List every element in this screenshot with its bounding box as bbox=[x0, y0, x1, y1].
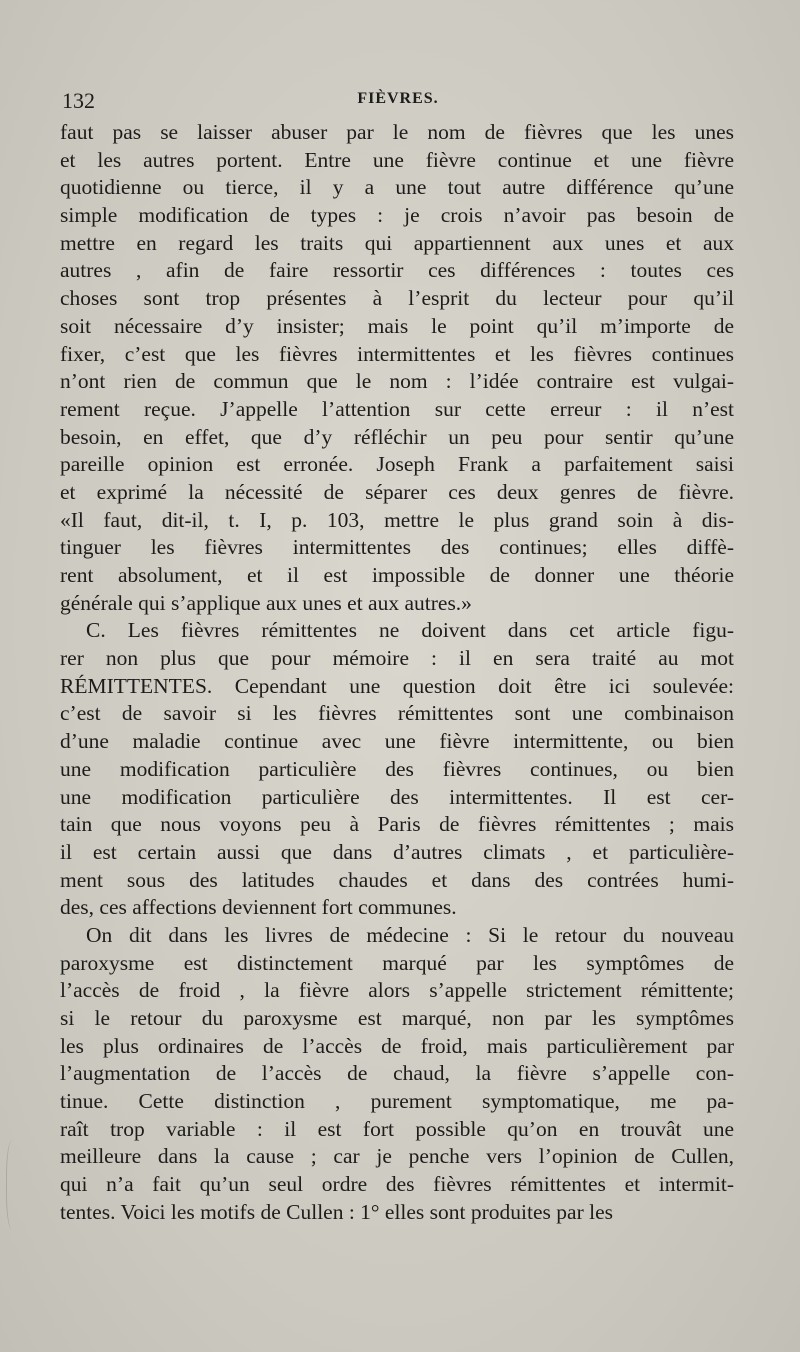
text-line: tentes. Voici les motifs de Cullen : 1° elles sont produites par les bbox=[60, 1199, 613, 1224]
margin-mark bbox=[6, 1140, 21, 1230]
text-line: les plus ordinaires de l’accès de froid, mais particulièrement par bbox=[60, 1033, 734, 1058]
text-line: C. Les fièvres rémittentes ne doivent dans cet article figu- bbox=[86, 618, 734, 643]
text-line: tinguer les fièvres intermittentes des continues; elles diffè- bbox=[60, 535, 734, 560]
text-line: mettre en regard les traits qui appartiennent aux unes et aux bbox=[60, 230, 734, 255]
text-line: l’augmentation de l’accès de chaud, la fièvre s’appelle con- bbox=[60, 1061, 734, 1086]
text-line: «Il faut, dit-il, t. I, p. 103, mettre le plus grand soin à dis- bbox=[60, 507, 734, 532]
text-line: rer non plus que pour mémoire : il en sera traité au mot bbox=[60, 646, 734, 671]
text-line: rement reçue. J’appelle l’attention sur cette erreur : il n’est bbox=[60, 396, 734, 421]
text-line: des, ces affections deviennent fort communes. bbox=[60, 895, 457, 920]
text-line: pareille opinion est erronée. Joseph Frank a parfaitement saisi bbox=[60, 452, 734, 477]
text-line: tinue. Cette distinction , purement symptomatique, me pa- bbox=[60, 1089, 734, 1114]
text-line: une modification particulière des intermittentes. Il est cer- bbox=[60, 784, 734, 809]
paragraph bbox=[60, 617, 734, 922]
text-line: ment sous des latitudes chaudes et dans des contrées humi- bbox=[60, 867, 734, 892]
text-line: qui n’a fait qu’un seul ordre des fièvres rémittentes et intermit- bbox=[60, 1172, 734, 1197]
text-line: RÉMITTENTES. Cependant une question doit être ici soulevée: bbox=[60, 673, 734, 698]
text-line: fixer, c’est que les fièvres intermittentes et les fièvres continues bbox=[60, 341, 734, 366]
text-line: une modification particulière des fièvres continues, ou bien bbox=[60, 756, 734, 781]
text-line: raît trop variable : il est fort possible qu’on en trouvât une bbox=[60, 1116, 734, 1141]
text-line: d’une maladie continue avec une fièvre intermittente, ou bien bbox=[60, 729, 734, 754]
running-title: FIÈVRES. bbox=[357, 90, 439, 107]
text-line: rent absolument, et il est impossible de donner une théorie bbox=[60, 563, 734, 587]
text-line: c’est de savoir si les fièvres rémittentes sont une combinaison bbox=[60, 701, 734, 726]
text-line: générale qui s’applique aux unes et aux autres.» bbox=[60, 590, 472, 615]
paragraph bbox=[60, 119, 734, 617]
text-line: n’ont rien de commun que le nom : l’idée contraire est vulgai- bbox=[60, 369, 734, 394]
text-line: si le retour du paroxysme est marqué, non par les symptômes bbox=[60, 1006, 734, 1030]
text-line: simple modification de types : je crois n’avoir pas besoin de bbox=[60, 203, 734, 228]
text-line: et exprimé la nécessité de séparer ces deux genres de fièvre. bbox=[60, 479, 734, 504]
page-header bbox=[62, 88, 734, 118]
text-line: il est certain aussi que dans d’autres climats , et particulière- bbox=[60, 839, 734, 864]
text-line: choses sont trop présentes à l’esprit du lecteur pour qu’il bbox=[60, 286, 734, 311]
text-line: et les autres portent. Entre une fièvre continue et une fièvre bbox=[60, 147, 734, 172]
text-line: soit nécessaire d’y insister; mais le point qu’il m’importe de bbox=[60, 313, 734, 338]
text-line: tain que nous voyons peu à Paris de fièvres rémittentes ; mais bbox=[60, 812, 734, 837]
text-line: faut pas se laisser abuser par le nom de fièvres que les unes bbox=[60, 120, 734, 144]
paragraph bbox=[60, 922, 734, 1227]
text-line: quotidienne ou tierce, il y a une tout autre différence qu’une bbox=[60, 175, 734, 200]
text-line: paroxysme est distinctement marqué par les symptômes de bbox=[60, 950, 734, 975]
body-text bbox=[60, 119, 734, 1227]
text-line: besoin, en effet, que d’y réfléchir un peu pour sentir qu’une bbox=[60, 424, 734, 449]
text-line: On dit dans les livres de médecine : Si le retour du nouveau bbox=[86, 922, 734, 947]
text-line: l’accès de froid , la fièvre alors s’appelle strictement rémittente; bbox=[60, 978, 734, 1003]
text-line: meilleure dans la cause ; car je penche vers l’opinion de Cullen, bbox=[60, 1144, 734, 1169]
text-line: autres , afin de faire ressortir ces différences : toutes ces bbox=[60, 258, 734, 283]
page-number: 132 bbox=[62, 88, 95, 113]
